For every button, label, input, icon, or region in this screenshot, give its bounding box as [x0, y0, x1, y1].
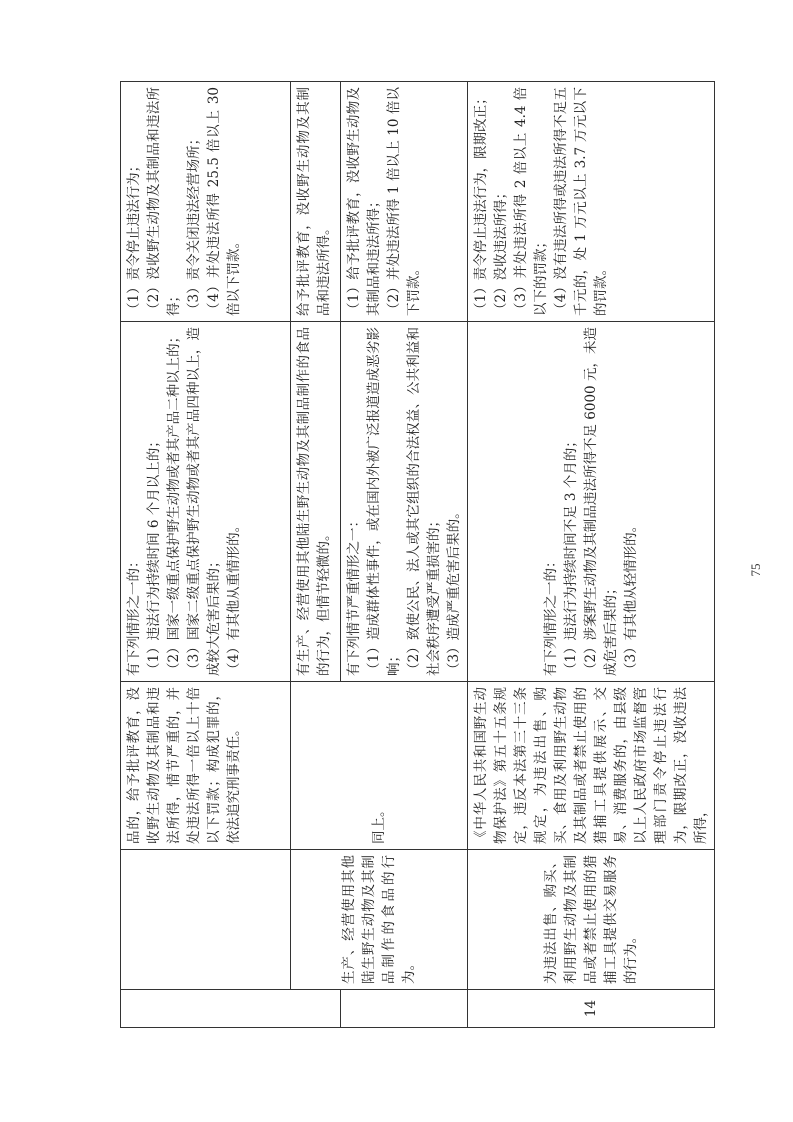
violation-act-cell [121, 850, 291, 990]
legal-basis-cell: 《中华人民共和国野生动物保护法》第五十五条规定，违反本法第三十三条规定，为违法出售、购买、食用及利用野生动物及其制品或者禁止使用的猎捕工具提供展示、交易、消费服务的，由县级以上人民政府市场监督管理部门责令停止违法行为，限期改正，没收违法所得， [468, 682, 715, 850]
circumstances-cell: 有下列情节严重情形之一： （1）造成群体性事件，或在国内外被广泛报道造成恶劣影响； （2）致使公民、法人或其它组织的合法权益、公共利益和社会秩序遭受严重损害的； （3）造成严重危害后果的。 [341, 322, 468, 682]
row-number-cell [121, 990, 341, 1028]
circumstances-cell: 有下列情形之一的： （1）违法行为持续时间 6 个月以上的； （2）国家一级重点保护野生动物或者其产品二种以上的； （3）国家二级重点保护野生动物或者其产品四种以上，造成较大危害后果的； （4）有其他从重情形的。 [121, 322, 291, 682]
penalty-standards-table [120, 81, 715, 1028]
penalty-standard-cell: （1）给予批评教育，没收野生动物及其制品和违法所得； （2）并处违法所得 1 倍以上 10 倍以下罚款。 [341, 82, 468, 322]
penalty-standard-cell: （1）责令停止违法行为； （2）没收野生动物及其制品和违法所得； （3）责令关闭违法经营场所； （4）并处违法所得 25.5 倍以上 30 倍以下罚款。 [121, 82, 291, 322]
legal-basis-cell: 同上。 [291, 682, 468, 850]
circumstances-cell: 有生产、经营使用其他陆生野生动物及其制品制作的食品的行为，但情节轻微的。 [291, 322, 341, 682]
legal-basis-cell: 品的，给予批评教育，没收野生动物及其制品和违法所得，情节严重的，并处违法所得一倍以上十倍以下罚款；构成犯罪的，依法追究刑事责任。 [121, 682, 291, 850]
circumstances-cell: 有下列情形之一的： （1）违法行为持续时间不足 3 个月的； （2）涉案野生动物及其制品违法所得不足 6000 元，未造成危害后果的； （3）有其他从轻情形的。 [468, 322, 715, 682]
violation-act-cell: 为违法出售、购买、利用野生动物及其制品或者禁止使用的猎捕工具提供交易服务的行为。 [468, 850, 715, 990]
penalty-standard-cell: 给予批评教育，没收野生动物及其制品和违法所得。 [291, 82, 341, 322]
table-row [468, 82, 715, 1028]
rotated-table-container [120, 82, 709, 1028]
table-row [121, 82, 291, 1028]
row-number-cell: 14 [468, 990, 715, 1028]
penalty-standard-cell: （1）责令停止违法行为，限期改正； （2）没收违法所得； （3）并处违法所得 2 倍以上 4.4 倍以下的罚款； （4）没有违法所得或违法所得不足五千元的，处 1 万元以上 3.7 万元以下的罚款。 [468, 82, 715, 322]
violation-act-cell: 生产、经营使用其他陆生野生动物及其制品制作的食品的行为。 [291, 850, 468, 990]
table-row [291, 82, 341, 1028]
page-number: 75 [748, 563, 763, 577]
row-number-cell [341, 990, 468, 1028]
